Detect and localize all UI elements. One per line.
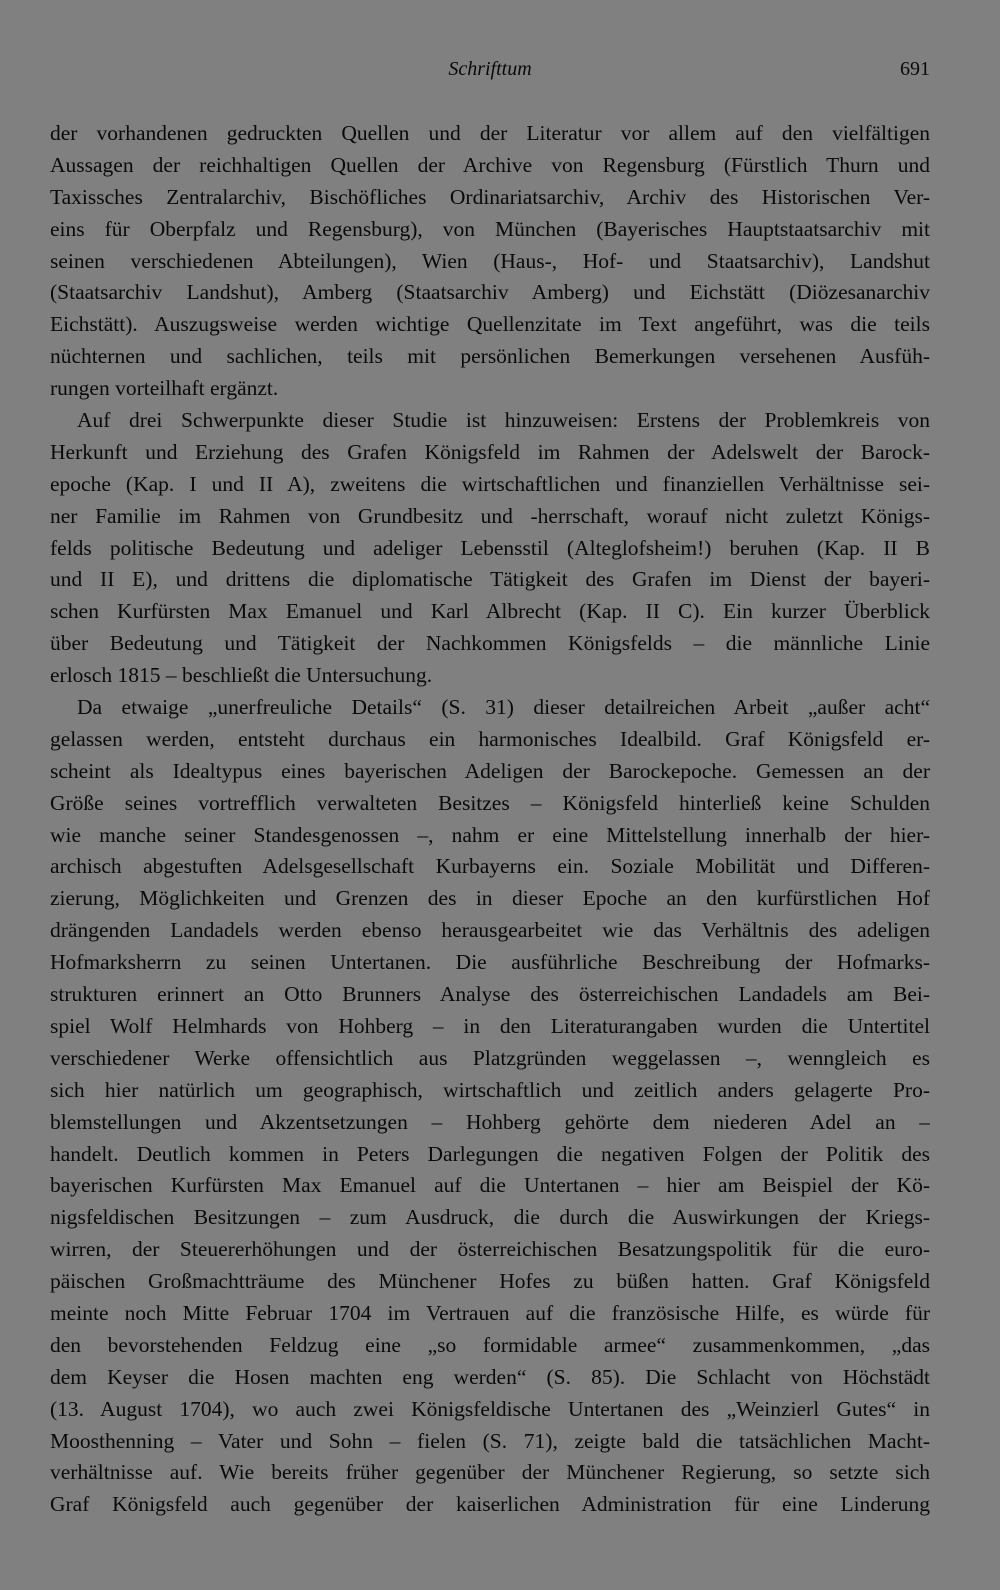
body-text (50, 118, 930, 1521)
text-line: rungen vorteilhaft ergänzt. (50, 376, 279, 401)
text-line: und II E), und drittens die diplomatische Tätigkeit des Grafen im Dienst der bayeri- (50, 567, 930, 592)
text-line: Moosthenning – Vater und Sohn – fielen (S. 71), zeigte bald die tatsächlichen Macht- (50, 1428, 930, 1453)
text-line: nigsfeldischen Besitzungen – zum Ausdruck, die durch die Auswirkungen der Kriegs- (50, 1205, 930, 1230)
paragraph (50, 118, 930, 405)
text-line: meinte noch Mitte Februar 1704 im Vertrauen auf die französische Hilfe, es würde für (50, 1300, 930, 1325)
text-line: ner Familie im Rahmen von Grundbesitz und -herrschaft, worauf nicht zuletzt Königs- (50, 503, 930, 528)
text-line: Größe seines vortrefflich verwalteten Besitzes – Königsfeld hinterließ keine Schulden (50, 790, 930, 815)
text-line: blemstellungen und Akzentsetzungen – Hohberg gehörte dem niederen Adel an – (50, 1109, 930, 1134)
text-line: schen Kurfürsten Max Emanuel und Karl Albrecht (Kap. II C). Ein kurzer Überblick (50, 599, 930, 624)
text-line: wie manche seiner Standesgenossen –, nahm er eine Mittelstellung innerhalb der hier- (50, 822, 930, 847)
text-line: Herkunft und Erziehung des Grafen Königsfeld im Rahmen der Adelswelt der Barock- (50, 439, 930, 464)
text-line: erlosch 1815 – beschließt die Untersuchung. (50, 663, 433, 688)
text-line: verschiedener Werke offensichtlich aus Platzgründen weggelassen –, wenngleich es (50, 1045, 930, 1070)
paragraph (50, 692, 930, 1521)
running-title: Schrifttum (448, 58, 532, 80)
text-line: Aussagen der reichhaltigen Quellen der Archive von Regensburg (Fürstlich Thurn und (50, 152, 930, 177)
text-line: Taxissches Zentralarchiv, Bischöfliches Ordinariatsarchiv, Archiv des Historischen Ver- (50, 184, 930, 209)
text-line: (Staatsarchiv Landshut), Amberg (Staatsarchiv Amberg) und Eichstätt (Diözesanarchiv (50, 280, 930, 305)
text-line: zierung, Möglichkeiten und Grenzen des in dieser Epoche an den kurfürstlichen Hof (50, 886, 930, 911)
text-line: päischen Großmachtträume des Münchener Hofes zu büßen hatten. Graf Königsfeld (50, 1269, 930, 1294)
text-line: Eichstätt). Auszugsweise werden wichtige Quellenzitate im Text angeführt, was die teils (50, 312, 930, 337)
text-line: spiel Wolf Helmhards von Hohberg – in den Literaturangaben wurden die Untertitel (50, 1013, 930, 1038)
text-line: scheint als Idealtypus eines bayerischen Adeligen der Barockepoche. Gemessen an der (50, 758, 930, 783)
text-line: der vorhandenen gedruckten Quellen und der Literatur vor allem auf den vielfältigen (50, 121, 930, 145)
page-number: 691 (900, 58, 930, 80)
text-line: (13. August 1704), wo auch zwei Königsfeldische Untertanen des „Weinzierl Gutes“ in (50, 1396, 930, 1421)
text-line: handelt. Deutlich kommen in Peters Darlegungen die negativen Folgen der Politik des (50, 1141, 930, 1166)
text-line: bayerischen Kurfürsten Max Emanuel auf die Untertanen – hier am Beispiel der Kö- (50, 1173, 930, 1198)
text-line: wirren, der Steuererhöhungen und der österreichischen Besatzungspolitik für die euro- (50, 1237, 930, 1262)
text-line: sich hier natürlich um geographisch, wirtschaftlich und zeitlich anders gelagerte Pro- (50, 1077, 930, 1102)
text-line: Auf drei Schwerpunkte dieser Studie ist hinzuweisen: Erstens der Problemkreis von (77, 408, 930, 433)
text-line: archisch abgestuften Adelsgesellschaft Kurbayerns ein. Soziale Mobilität und Differen- (50, 854, 930, 879)
text-line: über Bedeutung und Tätigkeit der Nachkommen Königsfelds – die männliche Linie (50, 631, 930, 656)
text-line: den bevorstehenden Feldzug eine „so formidable armee“ zusammenkommen, „das (50, 1332, 930, 1357)
text-line: felds politische Bedeutung und adeliger Lebensstil (Alteglofsheim!) beruhen (Kap. II B (50, 535, 930, 560)
text-line: eins für Oberpfalz und Regensburg), von München (Bayerisches Hauptstaatsarchiv mit (50, 216, 930, 241)
text-line: Hofmarksherrn zu seinen Untertanen. Die ausführliche Beschreibung der Hofmarks- (50, 950, 930, 975)
text-line: drängenden Landadels werden ebenso herausgearbeitet wie das Verhältnis des adeligen (50, 918, 930, 943)
text-line: Graf Königsfeld auch gegenüber der kaiserlichen Administration für eine Linderung (50, 1492, 930, 1517)
text-line: gelassen werden, entsteht durchaus ein harmonisches Idealbild. Graf Königsfeld er- (50, 726, 930, 751)
text-line: epoche (Kap. I und II A), zweitens die wirtschaftlichen und finanziellen Verhältnisse sei- (50, 471, 930, 496)
text-line: seinen verschiedenen Abteilungen), Wien (Haus-, Hof- und Staatsarchiv), Landshut (50, 248, 930, 273)
running-head (50, 58, 930, 88)
text-line: verhältnisse auf. Wie bereits früher gegenüber der Münchener Regierung, so setzte sich (50, 1460, 930, 1485)
text-line: dem Keyser die Hosen machten eng werden“ (S. 85). Die Schlacht von Höchstädt (50, 1364, 930, 1389)
text-line: strukturen erinnert an Otto Brunners Analyse des österreichischen Landadels am Bei- (50, 982, 930, 1007)
paragraph (50, 405, 930, 692)
text-line: Da etwaige „unerfreuliche Details“ (S. 31) dieser detailreichen Arbeit „außer acht“ (77, 695, 930, 720)
text-line: nüchternen und sachlichen, teils mit persönlichen Bemerkungen versehenen Ausfüh- (50, 344, 930, 369)
